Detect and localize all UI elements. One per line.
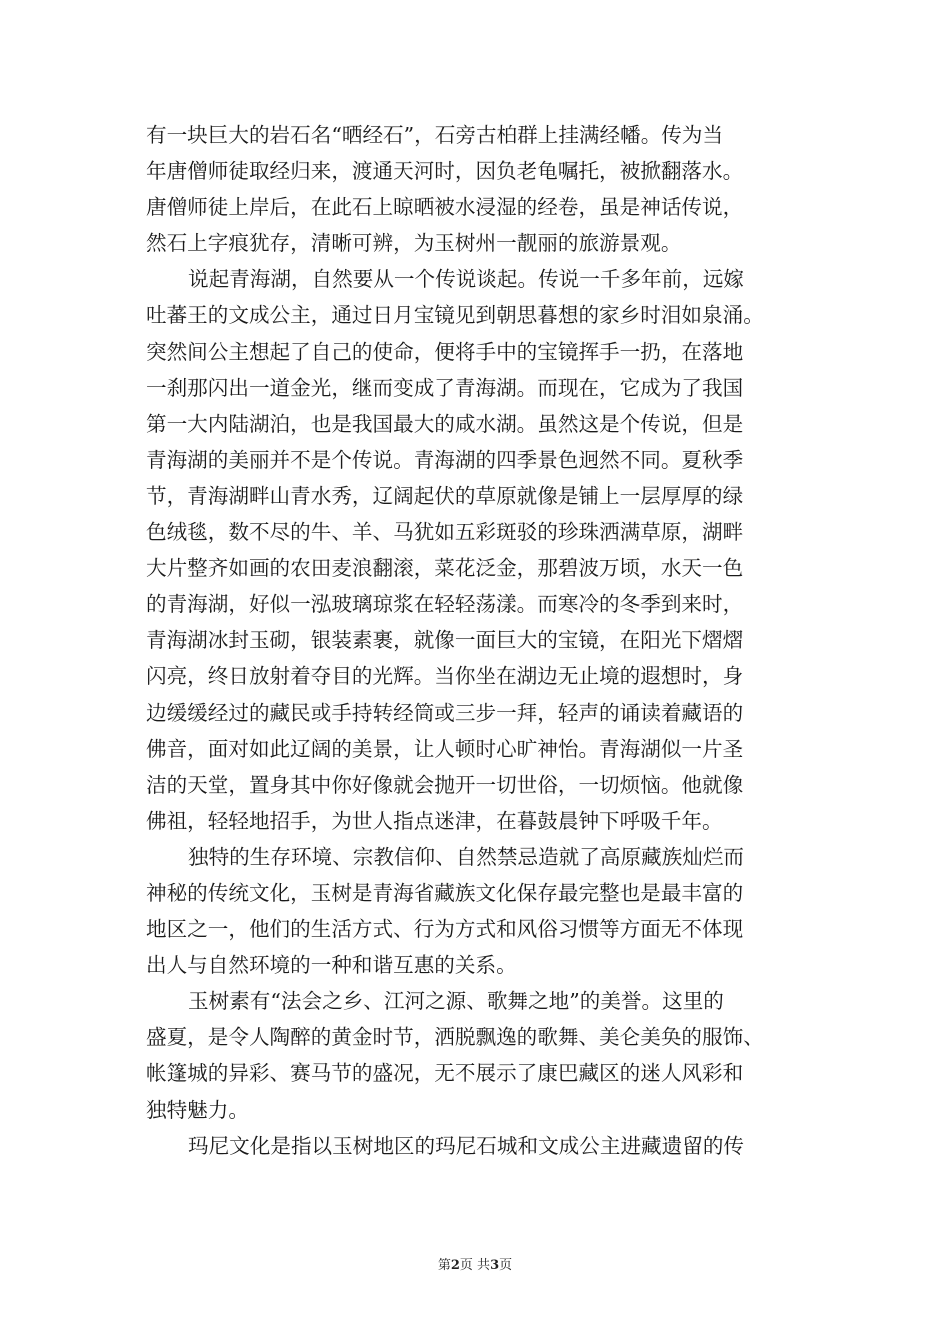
footer-prefix: 第 [437, 1258, 451, 1273]
text-line: 出人与自然环境的一种和谐互惠的关系。 [146, 953, 517, 978]
footer-suffix: 页 [499, 1258, 513, 1273]
text-line: 神秘的传统文化，玉树是青海省藏族文化保存最完整也是最丰富的 [146, 880, 744, 905]
text-line: 洁的天堂，置身其中你好像就会抛开一切世俗，一切烦恼。他就像 [146, 772, 744, 797]
text-line: 大片整齐如画的农田麦浪翻滚，菜花泛金，那碧波万顷，水天一色 [146, 556, 744, 581]
text-line: 有一块巨大的岩石名“晒经石”，石旁古柏群上挂满经幡。传为当 [146, 123, 724, 147]
text-line: 第一大内陆湖泊，也是我国最大的咸水湖。虽然这是个传说，但是 [146, 411, 744, 436]
text-line: 吐蕃王的文成公主，通过日月宝镜见到朝思暮想的家乡时泪如泉涌。 [146, 303, 764, 328]
text-line: 地区之一，他们的生活方式、行为方式和风俗习惯等方面无不体现 [146, 917, 744, 942]
text-line: 边缓缓经过的藏民或手持转经筒或三步一拜，轻声的诵读着藏语的 [146, 700, 744, 725]
text-line: 独特魅力。 [146, 1097, 249, 1122]
paragraph-first-line: 玉树素有“法会之乡、江河之源、歌舞之地”的美誉。这里的 [188, 989, 724, 1014]
text-line: 然石上字痕犹存，清晰可辨，为玉树州一靓丽的旅游景观。 [146, 231, 682, 256]
text-line: 一刹那闪出一道金光，继而变成了青海湖。而现在，它成为了我国 [146, 375, 744, 400]
text-line: 闪亮，终日放射着夺目的光辉。当你坐在湖边无止境的遐想时，身 [146, 664, 744, 689]
total-page-number: 3 [490, 1258, 500, 1273]
text-line: 的青海湖，好似一泓玻璃琼浆在轻轻荡漾。而寒冷的冬季到来时， [146, 592, 744, 617]
text-line: 节，青海湖畔山青水秀，辽阔起伏的草原就像是铺上一层厚厚的绿 [146, 483, 744, 508]
body-text [146, 117, 811, 1164]
text-line: 年唐僧师徒取经归来，渡通天河时，因负老龟嘱托，被掀翻落水。 [146, 159, 744, 184]
current-page-number: 2 [450, 1258, 460, 1273]
text-line: 青海湖的美丽并不是个传说。青海湖的四季景色迥然不同。夏秋季 [146, 447, 744, 472]
text-line: 唐僧师徒上岸后，在此石上晾晒被水浸湿的经卷，虽是神话传说， [146, 195, 744, 220]
text-line: 青海湖冰封玉砌，银装素裹，就像一面巨大的宝镜，在阳光下熠熠 [146, 628, 744, 653]
footer-middle: 页 共 [459, 1258, 491, 1273]
text-line: 色绒毯，数不尽的牛、羊、马犹如五彩斑驳的珍珠洒满草原，湖畔 [146, 520, 744, 545]
text-line: 佛音，面对如此辽阔的美景，让人顿时心旷神怡。青海湖似一片圣 [146, 736, 744, 761]
paragraph-first-line: 说起青海湖，自然要从一个传说谈起。传说一千多年前，远嫁 [188, 267, 745, 292]
paragraph-first-line: 玛尼文化是指以玉树地区的玛尼石城和文成公主进藏遗留的传 [188, 1133, 745, 1158]
page-footer [0, 1254, 950, 1273]
paragraph-first-line: 独特的生存环境、宗教信仰、自然禁忌造就了高原藏族灿烂而 [188, 844, 745, 869]
text-line: 帐篷城的异彩、赛马节的盛况，无不展示了康巴藏区的迷人风彩和 [146, 1061, 744, 1086]
text-line: 突然间公主想起了自己的使命，便将手中的宝镜挥手一扔，在落地 [146, 339, 744, 364]
text-line: 佛祖，轻轻地招手，为世人指点迷津，在暮鼓晨钟下呼吸千年。 [146, 808, 723, 833]
text-line: 盛夏，是令人陶醉的黄金时节，洒脱飘逸的歌舞、美仑美奂的服饰、 [146, 1025, 764, 1050]
